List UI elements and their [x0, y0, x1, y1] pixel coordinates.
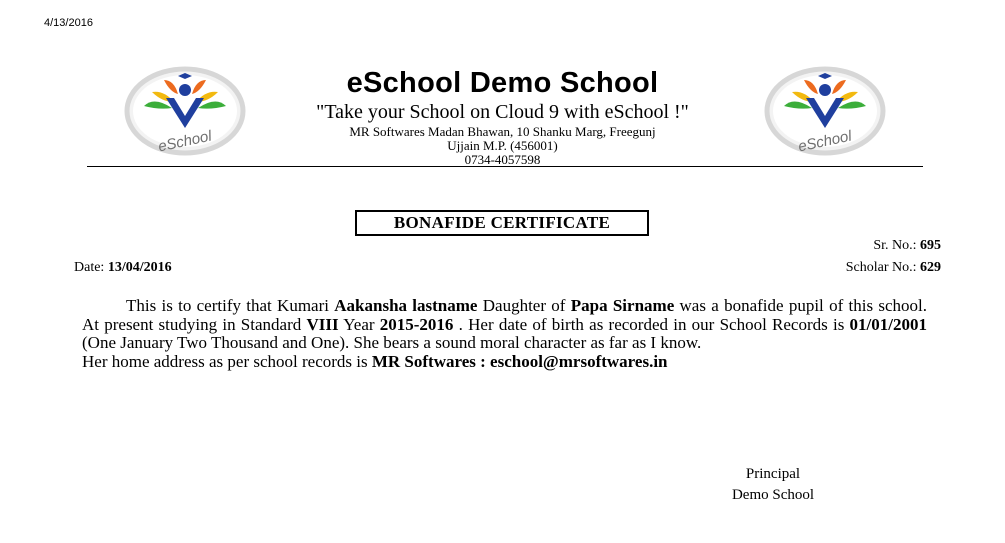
- signatory-title: Principal: [745, 466, 801, 482]
- school-logo-icon: [764, 66, 886, 156]
- scholar-number-label: Scholar No.:: [845, 260, 920, 275]
- issue-date: [74, 259, 172, 276]
- body-text: (One January Two Thousand and One). She bears a sound moral character as far as I know.: [82, 333, 702, 352]
- body-text: . Her date of birth as recorded in our School Records is: [453, 314, 850, 334]
- serial-number: [873, 237, 941, 254]
- school-name: eSchool Demo School: [346, 67, 659, 99]
- parent-name: Papa Sirname: [570, 296, 675, 315]
- certificate-body: [82, 297, 927, 371]
- school-logo-left: [124, 66, 246, 156]
- certificate-paragraph: [82, 297, 927, 353]
- address-line-2: Ujjain M.P. (456001): [447, 138, 558, 153]
- date-of-birth: 01/01/2001: [849, 314, 927, 334]
- body-text: This is to certify that Kumari: [126, 296, 335, 315]
- svg-text:eSchool: eSchool: [156, 127, 214, 156]
- scholar-number-value: 629: [920, 260, 941, 275]
- issue-date-label: Date:: [74, 260, 108, 275]
- svg-text:eSchool: eSchool: [796, 127, 854, 156]
- school-tagline: "Take your School on Cloud 9 with eSchool !": [316, 101, 689, 123]
- certificate-title: BONAFIDE CERTIFICATE: [355, 210, 649, 236]
- body-text: Year: [338, 314, 380, 334]
- signatory-school: Demo School: [731, 487, 815, 503]
- school-logo-right: [764, 66, 886, 156]
- address-paragraph: [82, 353, 927, 372]
- body-text: Daughter of: [477, 296, 571, 315]
- standard: VIII: [306, 314, 339, 334]
- home-address: MR Softwares : eschool@mrsoftwares.in: [371, 351, 668, 371]
- serial-number-label: Sr. No.:: [873, 238, 920, 253]
- address-line-1: MR Softwares Madan Bhawan, 10 Shanku Marg, Freegunj: [349, 124, 656, 139]
- body-text: Her home address as per school records is: [82, 351, 372, 371]
- issue-date-value: 13/04/2016: [107, 260, 172, 275]
- print-date: 4/13/2016: [44, 17, 93, 29]
- phone-number: 0734-4057598: [464, 152, 541, 167]
- school-logo-icon: [124, 66, 246, 156]
- header-divider: [87, 166, 923, 167]
- academic-year: 2015-2016: [379, 314, 454, 334]
- serial-number-value: 695: [920, 238, 941, 253]
- body-text: was a bonafide pupil of this school. At present studying in Standard: [82, 296, 927, 334]
- student-name: Aakansha lastname: [334, 296, 478, 315]
- scholar-number: [846, 259, 941, 276]
